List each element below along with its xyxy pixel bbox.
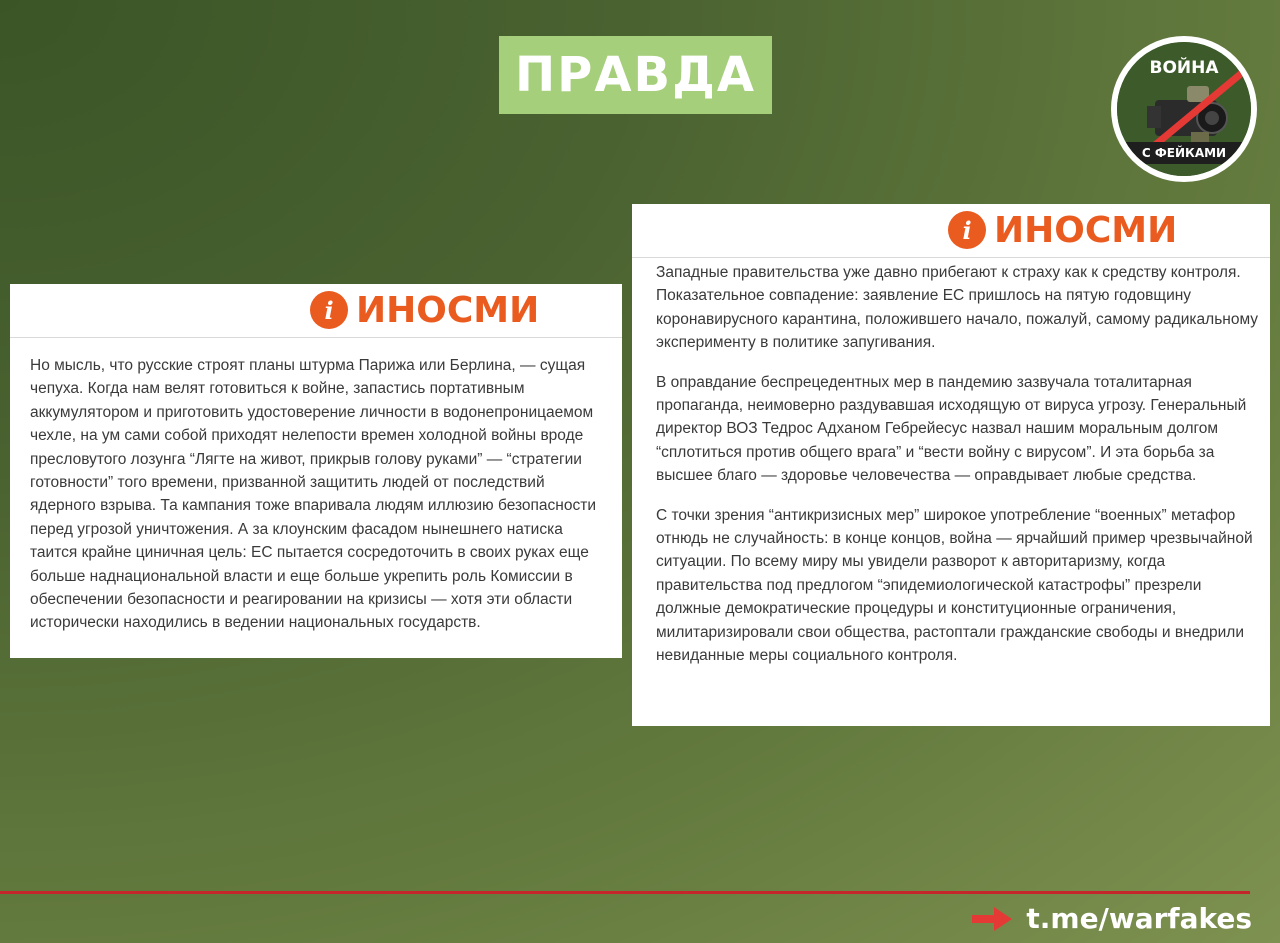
inosmi-brand: ИНОСМИ	[994, 209, 1178, 251]
footer-divider	[0, 891, 1250, 894]
footer	[972, 902, 1252, 935]
article-paragraph: С точки зрения “антикризисных мер” широкое употребление “военных” метафор отнюдь не случайность: в конце концов, война — ярчайший пример чрезвычайной ситуации. По всему миру мы увидели разворот к авторитаризму, когда правительства под предлогом “эпидемиологической катастрофы” презрели должные демократические процедуры и конституционные ограничения, милитаризировали свои общества, растоптали гражданские свободы и внедрили невиданные меры социального контроля.	[656, 506, 1253, 665]
logo-bottom-text: С ФЕЙКАМИ	[1117, 142, 1251, 164]
article-card-right	[632, 204, 1270, 726]
article-paragraph: Западные правительства уже давно прибегают к страху как к средству контроля. Показательное совпадение: заявление ЕС пришлось на пятую годовщину коронавирусного карантина, положившего начало, пожалуй, самому радикальному эксперименту в политике запугивания.	[656, 264, 1259, 352]
masthead-divider	[10, 337, 622, 338]
inosmi-logo-icon: i	[948, 211, 986, 249]
inosmi-brand: ИНОСМИ	[356, 289, 540, 331]
inosmi-masthead	[632, 204, 1270, 256]
article-paragraph: Но мысль, что русские строят планы штурма Парижа или Берлина, — сущая чепуха. Когда нам велят готовиться к войне, запастись портативным аккумулятором и приготовить удостоверение личности в водонепроницаемом чехле, на ум сами собой приходят нелепости времен холодной войны вроде пресловутого лозунга “Лягте на живот, прикрыв голову руками” — “стратегии готовности” того времени, призванной защитить людей от последствий ядерного взрыва. Та кампания тоже впаривала людям иллюзию безопасности перед угрозой уничтожения. А за клоунским фасадом нынешнего натиска таится крайне циничная цель: ЕС пытается сосредоточить в своих руках еще больше наднациональной власти и еще больше укрепить роль Комиссии в обеспечении безопасности и реагировании на кризисы — хотя эти области исторически находились в ведении национальных государств.	[30, 357, 596, 632]
telegram-link[interactable]: t.me/warfakes	[1026, 902, 1252, 935]
arrow-right-icon	[972, 907, 1012, 931]
pravda-badge: ПРАВДА	[499, 36, 772, 114]
masthead-divider	[632, 257, 1270, 258]
logo-inner	[1117, 42, 1251, 176]
article-text	[30, 354, 606, 651]
article-paragraph: В оправдание беспрецедентных мер в пандемию зазвучала тоталитарная пропаганда, неимоверно раздувавшая исходящую от вируса угрозу. Генеральный директор ВОЗ Тедрос Адханом Гебрейесус назвал нашим моральным долгом “сплотиться против общего врага” и “вести войну с вирусом”. И эта борьба за высшее благо — здоровье человечества — оправдывает любые средства.	[656, 373, 1247, 485]
inosmi-logo-icon: i	[310, 291, 348, 329]
article-card-left	[10, 284, 622, 658]
logo-top-text: ВОЙНА	[1149, 58, 1219, 78]
article-text	[656, 261, 1270, 684]
inosmi-masthead	[10, 284, 622, 336]
war-on-fakes-logo[interactable]	[1111, 36, 1257, 182]
